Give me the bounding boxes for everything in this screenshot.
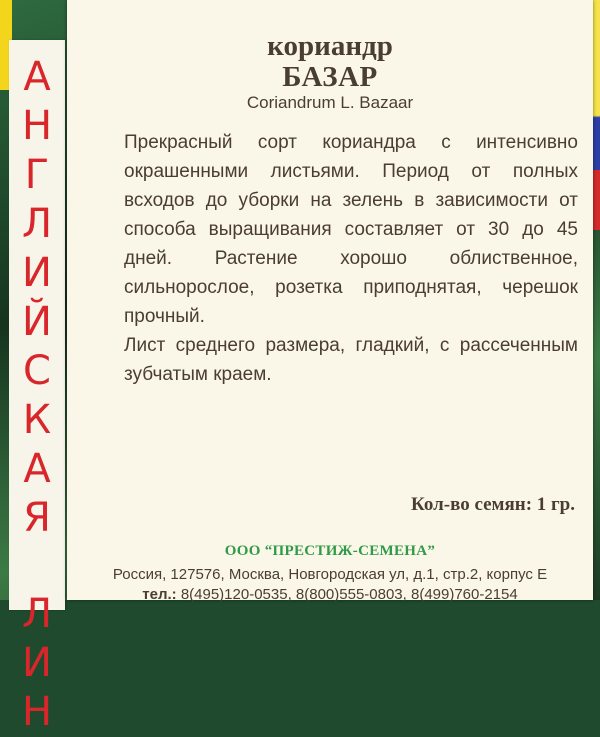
company-address: Россия, 127576, Москва, Новгородская ул, д.1, стр.2, корпус Е [112, 566, 548, 583]
variety-name: БАЗАР [282, 61, 378, 93]
product-title: кориандр [267, 30, 393, 62]
seed-count: Кол-во семян: 1 гр. [411, 494, 575, 515]
side-letter: С [23, 348, 51, 394]
side-letter: Н [21, 103, 53, 149]
description-paragraph-2: Лист среднего размера, гладкий, с рассеченным зубчатым краем. [124, 335, 578, 385]
side-letter: К [22, 397, 52, 443]
company-phones [67, 586, 593, 603]
phone-label: тел.: [142, 586, 177, 603]
side-letter: Л [21, 591, 53, 637]
side-strip [9, 40, 65, 735]
side-letter: И [22, 640, 52, 686]
label-card [67, 0, 593, 603]
latin-name: Coriandrum L. Bazaar [246, 93, 414, 112]
side-letter: А [23, 54, 51, 100]
description-paragraph-1: Прекрасный сорт кориандра с интенсивно окрашенными листьями. Период от полных всходов до уборки на зелень в зависимости от способа выращивания составляет от 30 до 45 дней. Растение хорошо облиственное, сильнорослое, розетка приподнятая, черешок прочный. [124, 132, 578, 327]
side-letter: Л [21, 201, 53, 247]
phone-numbers: 8(495)120-0535, 8(800)555-0803, 8(499)760-2154 [180, 586, 518, 603]
side-letter: А [23, 446, 51, 492]
background-red-edge [592, 170, 600, 230]
side-letter: И [22, 250, 52, 296]
side-letter: Г [24, 152, 50, 198]
description [124, 128, 578, 389]
side-letter: Н [21, 689, 53, 735]
vertical-series-title [9, 53, 65, 737]
company-name: ООО “ПРЕСТИЖ-СЕМЕНА” [224, 543, 436, 559]
side-letter: Я [23, 495, 51, 541]
side-letter: Й [22, 299, 52, 345]
